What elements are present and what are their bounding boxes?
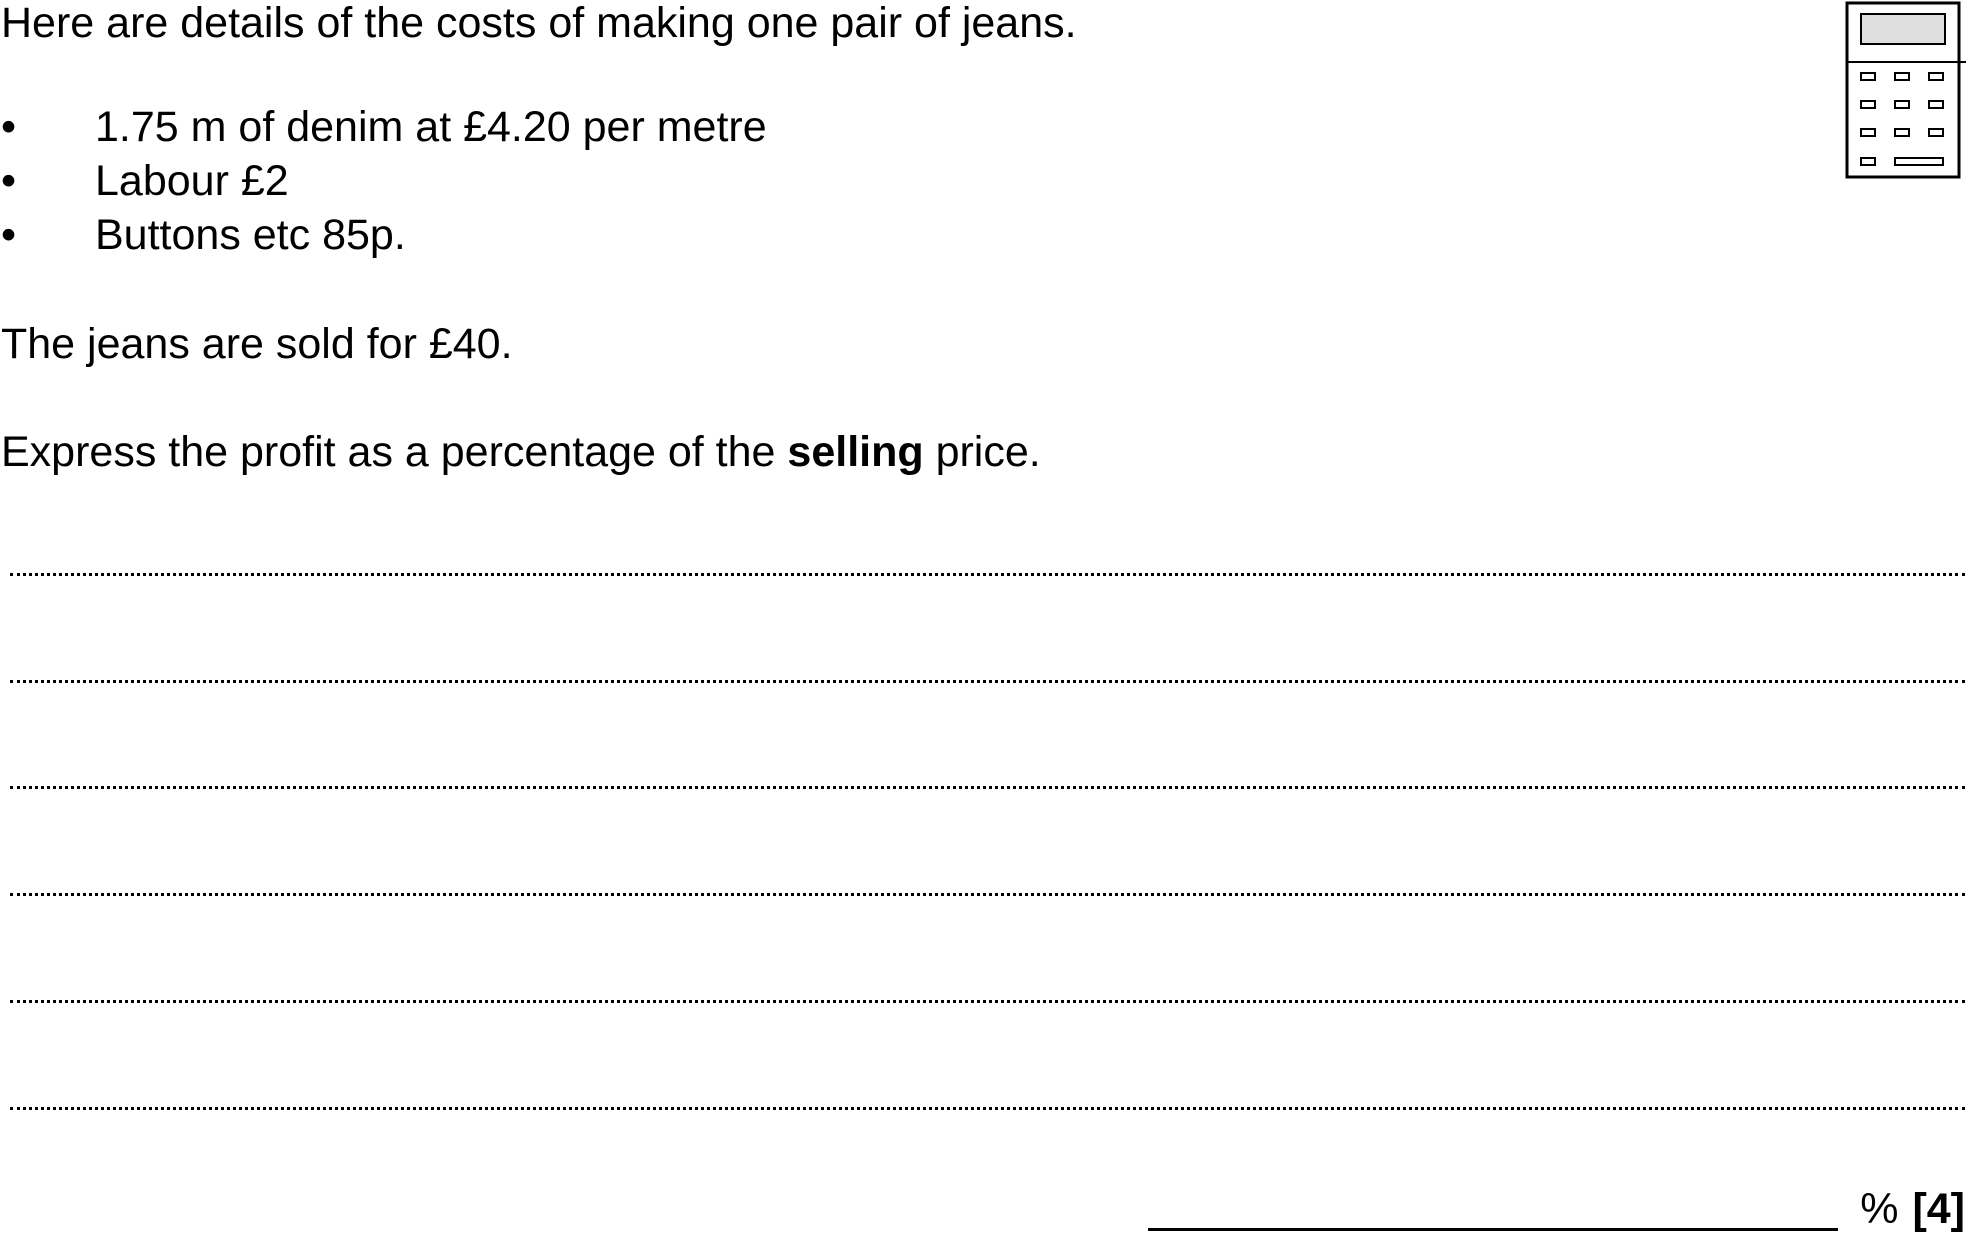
cost-item-denim: 1.75 m of denim at £4.20 per metre xyxy=(95,103,767,151)
cost-item-labour: Labour £2 xyxy=(95,157,289,205)
working-line[interactable] xyxy=(10,786,1965,789)
working-line[interactable] xyxy=(10,680,1965,683)
bullet-point: • xyxy=(1,211,17,259)
answer-unit: % xyxy=(1860,1185,1899,1233)
working-line[interactable] xyxy=(10,893,1965,896)
working-line[interactable] xyxy=(10,573,1965,576)
question-task-emphasis: selling xyxy=(787,428,924,476)
cost-item-buttons: Buttons etc 85p. xyxy=(95,211,406,259)
question-task-prefix: Express the profit as a percentage of the xyxy=(1,428,788,476)
bullet-point: • xyxy=(1,157,17,205)
selling-price-statement: The jeans are sold for £40. xyxy=(1,320,513,368)
final-answer-blank[interactable] xyxy=(1148,1192,1838,1231)
question-task-suffix: price. xyxy=(923,428,1041,476)
marks-label: [4] xyxy=(1912,1185,1965,1233)
question-task xyxy=(1,428,1041,476)
final-answer-row xyxy=(1148,1185,1965,1233)
working-line[interactable] xyxy=(10,1107,1965,1110)
question-intro: Here are details of the costs of making one pair of jeans. xyxy=(1,0,1077,47)
working-line[interactable] xyxy=(10,1000,1965,1003)
calculator-icon xyxy=(1845,1,1967,181)
bullet-point: • xyxy=(1,103,17,151)
